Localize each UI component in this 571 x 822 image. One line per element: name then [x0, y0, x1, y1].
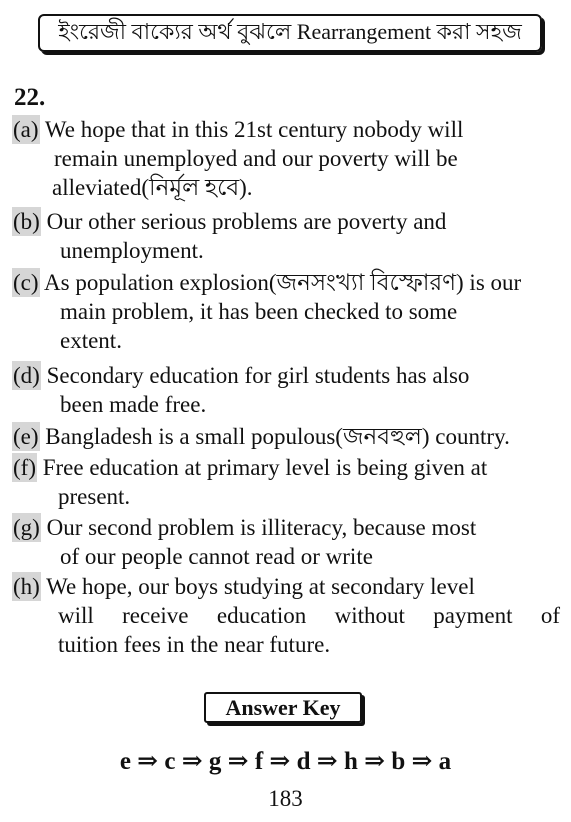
option-letter: (d) — [13, 363, 40, 388]
header-title-box — [38, 14, 542, 52]
option-text-line: Our second problem is illiteracy, because most — [46, 515, 477, 540]
option-letter: (f) — [13, 455, 36, 480]
answer-key-label: Answer Key — [225, 694, 341, 720]
option-text-line: As population explosion(জনসংখ্যা বিস্ফোরণ) is our — [44, 270, 522, 295]
option-text-line: Bangladesh is a small populous(জনবহুল) country. — [45, 424, 510, 449]
option-letter: (h) — [13, 574, 40, 599]
option-h — [12, 572, 560, 659]
option-text-line: Secondary education for girl students has also — [46, 363, 470, 388]
option-text-line: main problem, it has been checked to some — [60, 299, 458, 324]
option-e — [12, 422, 560, 451]
answer-key-label-box — [204, 692, 362, 723]
option-b — [12, 207, 560, 265]
option-text-line: alleviated(নির্মূল হবে). — [52, 175, 253, 200]
option-text-line: present. — [58, 484, 131, 509]
option-text-line: Our other serious problems are poverty and — [46, 209, 447, 234]
option-a — [12, 115, 560, 202]
option-text-line: of our people cannot read or write — [60, 544, 373, 569]
option-text-line: We hope that in this 21st century nobody will — [44, 117, 464, 142]
answer-sequence: e ⇒ c ⇒ g ⇒ f ⇒ d ⇒ h ⇒ b ⇒ a — [119, 748, 452, 775]
option-text-line: remain unemployed and our poverty will be — [54, 146, 458, 171]
option-letter: (c) — [13, 270, 39, 295]
option-text-line: Free education at primary level is being given at — [42, 455, 488, 480]
option-d — [12, 361, 560, 419]
option-text-line: been made free. — [60, 392, 207, 417]
header-title: ইংরেজী বাক্যের অর্থ বুঝলে Rearrangement করা সহজ — [58, 18, 522, 44]
option-text-line: extent. — [60, 328, 122, 353]
option-text-line: will receive education without payment of — [58, 603, 560, 628]
option-letter: (g) — [13, 515, 40, 540]
option-c — [12, 268, 560, 355]
option-text-line: unemployment. — [60, 238, 204, 263]
option-letter: (a) — [13, 117, 39, 142]
option-text-line: tuition fees in the near future. — [58, 632, 331, 657]
option-text-line: We hope, our boys studying at secondary level — [46, 574, 475, 599]
option-f — [12, 453, 560, 511]
question-number: 22. — [14, 84, 46, 111]
option-letter: (b) — [13, 209, 40, 234]
option-g — [12, 513, 560, 571]
option-letter: (e) — [13, 424, 39, 449]
page-number: 183 — [268, 786, 303, 811]
